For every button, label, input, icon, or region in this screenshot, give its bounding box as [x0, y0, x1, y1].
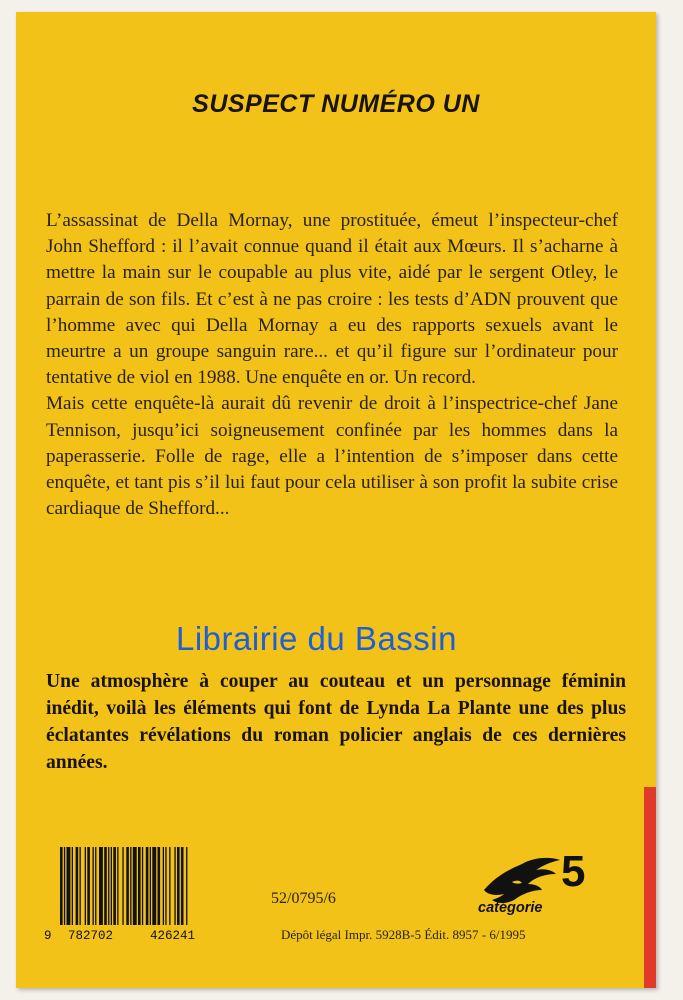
book-back-cover	[16, 12, 656, 988]
catalog-code: 52/0795/6	[271, 890, 336, 907]
synopsis	[46, 208, 618, 522]
publisher-mask-logo-icon	[478, 847, 628, 930]
synopsis-paragraph-1: L’assassinat de Della Mornay, une prostituée, émeut l’inspecteur-chef John Shefford : il l’avait connue quand il était aux Mœurs. Il s’acharne à mettre la main sur le coupable au plus vite, aidé par le sergent Otley, le parrain de son fils. Et c’est à ne pas croire : les tests d’ADN prouvent que l’homme avec qui Della Mornay a eu des rapports sexuels avant le meurtre a un groupe sanguin rare... et qu’il figure sur l’ordinateur pour tentative de viol en 1988. Une enquête en or. Un record.	[46, 210, 618, 389]
book-title: SUSPECT NUMÉRO UN	[192, 90, 480, 118]
promotional-blurb: Une atmosphère à couper au couteau et un personnage féminin inédit, voilà les éléments qui font de Lynda La Plante une des plus éclatantes révélations du roman policier anglais de ces dernières années.	[46, 671, 626, 773]
isbn-barcode	[44, 847, 230, 953]
red-edge-strip	[644, 787, 656, 988]
category-number: 5	[561, 847, 586, 896]
bookseller-watermark: Librairie du Bassin	[176, 620, 457, 657]
barcode-bars	[58, 847, 230, 927]
synopsis-paragraph-2: Mais cette enquête-là aurait dû revenir de droit à l’inspectrice-chef Jane Tennison, jusqu’ici soigneusement confinée par les hommes dans la paperasserie. Folle de rage, elle a l’intention de s’imposer dans cette enquête, et tant pis s’il lui faut pour cela utiliser à son profit la subite crise cardiaque de Shefford...	[46, 393, 618, 520]
barcode-digit-first: 9	[44, 929, 52, 943]
barcode-digits-left: 782702	[68, 929, 114, 943]
category-label: catégorie	[478, 900, 543, 916]
legal-notice: Dépôt légal Impr. 5928B-5 Édit. 8957 - 6/1995	[281, 927, 526, 942]
barcode-digits-right: 426241	[150, 929, 196, 943]
